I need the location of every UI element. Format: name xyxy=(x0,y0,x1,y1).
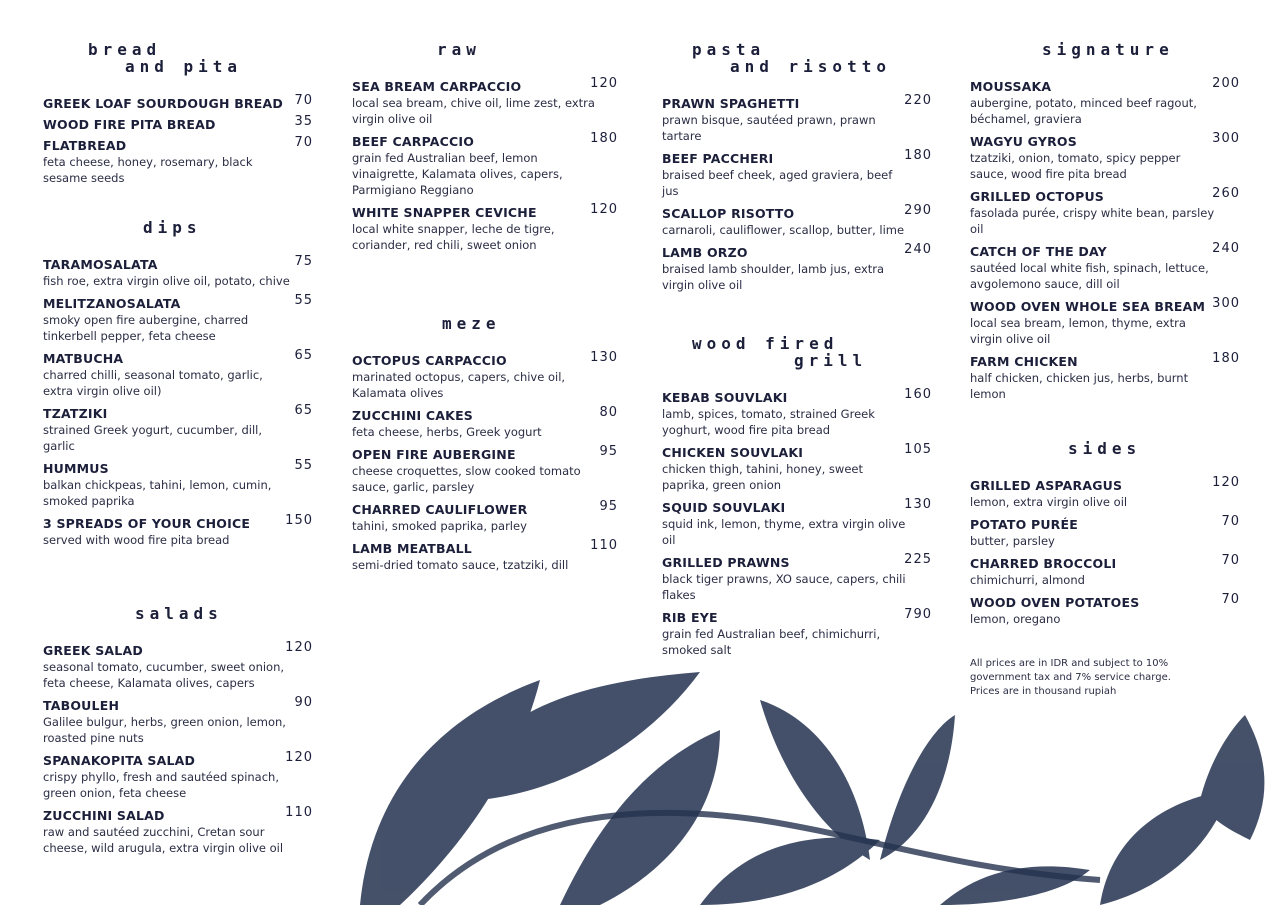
section-heading xyxy=(43,605,313,622)
item-description: carnaroli, cauliflower, scallop, butter, lime xyxy=(662,223,905,237)
menu-item xyxy=(662,444,932,493)
item-name: 3 SPREADS OF YOUR CHOICE xyxy=(43,516,251,531)
item-name: WOOD OVEN POTATOES xyxy=(970,595,1140,610)
item-price: 220 xyxy=(904,93,932,108)
item-name: WOOD FIRE PITA BREAD xyxy=(43,117,216,132)
item-description: local sea bream, chive oil, lime zest, extra virgin olive oil xyxy=(352,96,595,126)
item-description: charred chilli, seasonal tomato, garlic, extra virgin olive oil) xyxy=(43,368,263,398)
menu-item xyxy=(970,298,1240,347)
menu-section xyxy=(662,335,932,664)
menu-item xyxy=(43,256,313,289)
item-description: lamb, spices, tomato, strained Greek yoghurt, wood fire pita bread xyxy=(662,407,875,437)
item-name: BEEF CARPACCIO xyxy=(352,134,475,149)
item-name: SQUID SOUVLAKI xyxy=(662,500,786,515)
menu-item xyxy=(970,555,1240,588)
item-price: 55 xyxy=(294,293,313,308)
menu-item xyxy=(970,243,1240,292)
item-name: WOOD OVEN WHOLE SEA BREAM xyxy=(970,299,1206,314)
menu-item xyxy=(970,516,1240,549)
item-description: fish roe, extra virgin olive oil, potato, chive xyxy=(43,274,290,288)
menu-section xyxy=(43,41,313,192)
menu-item xyxy=(43,515,313,548)
item-name: SPANAKOPITA SALAD xyxy=(43,753,196,768)
item-price: 260 xyxy=(1212,186,1240,201)
item-description: strained Greek yogurt, cucumber, dill, garlic xyxy=(43,423,262,453)
item-description: squid ink, lemon, thyme, extra virgin olive oil xyxy=(662,517,906,547)
item-description: local white snapper, leche de tigre, coriander, red chili, sweet onion xyxy=(352,222,555,252)
menu-item xyxy=(970,78,1240,127)
item-price: 130 xyxy=(590,350,618,365)
item-name: BEEF PACCHERI xyxy=(662,151,774,166)
item-price: 790 xyxy=(904,607,932,622)
item-price: 180 xyxy=(904,148,932,163)
section-heading xyxy=(662,41,932,75)
menu-item xyxy=(352,407,618,440)
menu-item xyxy=(970,133,1240,182)
item-price: 105 xyxy=(904,442,932,457)
item-price: 110 xyxy=(285,805,313,820)
menu-item xyxy=(352,78,618,127)
item-description: crispy phyllo, fresh and sautéed spinach, green onion, feta cheese xyxy=(43,770,279,800)
menu-item xyxy=(43,350,313,399)
item-description: smoky open fire aubergine, charred tinkerbell pepper, feta cheese xyxy=(43,313,249,343)
item-price: 240 xyxy=(904,242,932,257)
section-heading xyxy=(43,41,313,75)
section-heading-line: sides xyxy=(1068,439,1142,458)
item-description: aubergine, potato, minced beef ragout, béchamel, graviera xyxy=(970,96,1197,126)
section-heading xyxy=(352,315,618,332)
item-name: OCTOPUS CARPACCIO xyxy=(352,353,507,368)
item-description: fasolada purée, crispy white bean, parsley oil xyxy=(970,206,1215,236)
item-price: 70 xyxy=(294,93,313,108)
item-description: tzatziki, onion, tomato, spicy pepper sauce, wood fire pita bread xyxy=(970,151,1181,181)
menu-item xyxy=(43,405,313,454)
section-heading-line: dips xyxy=(143,218,202,237)
item-name: GREEK SALAD xyxy=(43,643,143,658)
item-name: LAMB MEATBALL xyxy=(352,541,472,556)
item-description: braised lamb shoulder, lamb jus, extra virgin olive oil xyxy=(662,262,885,292)
item-name: KEBAB SOUVLAKI xyxy=(662,390,788,405)
item-description: butter, parsley xyxy=(970,534,1055,548)
item-description: lemon, extra virgin olive oil xyxy=(970,495,1128,509)
item-price: 70 xyxy=(1221,592,1240,607)
menu-item xyxy=(352,204,618,253)
item-description: sautéed local white fish, spinach, lettuce, avgolemono sauce, dill oil xyxy=(970,261,1209,291)
item-price: 95 xyxy=(599,444,618,459)
menu-item xyxy=(662,150,932,199)
item-description: local sea bream, lemon, thyme, extra virgin olive oil xyxy=(970,316,1186,346)
menu-item xyxy=(970,594,1240,627)
item-price: 80 xyxy=(599,405,618,420)
item-price: 90 xyxy=(294,695,313,710)
menu-section xyxy=(970,440,1240,633)
item-description: cheese croquettes, slow cooked tomato sauce, garlic, parsley xyxy=(352,464,581,494)
item-price: 150 xyxy=(285,513,313,528)
item-description: grain fed Australian beef, lemon vinaigrette, Kalamata olives, capers, Parmigiano Reggiano xyxy=(352,151,563,197)
item-description: Galilee bulgur, herbs, green onion, lemon, roasted pine nuts xyxy=(43,715,286,745)
item-price: 120 xyxy=(590,76,618,91)
item-name: TARAMOSALATA xyxy=(43,257,158,272)
item-description: braised beef cheek, aged graviera, beef jus xyxy=(662,168,893,198)
item-description: served with wood fire pita bread xyxy=(43,533,230,547)
menu-item xyxy=(43,807,313,856)
item-name: POTATO PURÉE xyxy=(970,517,1078,532)
menu-section xyxy=(352,315,618,579)
item-name: MELITZANOSALATA xyxy=(43,296,181,311)
item-description: tahini, smoked paprika, parley xyxy=(352,519,527,533)
item-name: CATCH OF THE DAY xyxy=(970,244,1107,259)
item-name: WAGYU GYROS xyxy=(970,134,1077,149)
item-description: marinated octopus, capers, chive oil, Kalamata olives xyxy=(352,370,566,400)
item-name: MOUSSAKA xyxy=(970,79,1052,94)
item-price: 120 xyxy=(1212,475,1240,490)
section-heading-line: salads xyxy=(135,604,223,623)
menu-item xyxy=(662,609,932,658)
menu-item xyxy=(662,205,932,238)
item-price: 70 xyxy=(1221,553,1240,568)
item-price: 130 xyxy=(904,497,932,512)
menu-item xyxy=(970,353,1240,402)
section-heading xyxy=(43,219,313,236)
menu-item xyxy=(662,499,932,548)
section-heading-line: meze xyxy=(442,314,501,333)
item-price: 300 xyxy=(1212,296,1240,311)
item-price: 160 xyxy=(904,387,932,402)
item-name: ZUCCHINI SALAD xyxy=(43,808,165,823)
item-price: 120 xyxy=(285,640,313,655)
menu-section xyxy=(662,41,932,299)
price-note: All prices are in IDR and subject to 10% government tax and 7% service charge. Prices are in thousand rupiah xyxy=(970,658,1171,697)
item-price: 120 xyxy=(285,750,313,765)
menu-item xyxy=(662,244,932,293)
item-description: lemon, oregano xyxy=(970,612,1061,626)
item-description: raw and sautéed zucchini, Cretan sour cheese, wild arugula, extra virgin olive oil xyxy=(43,825,284,855)
item-price: 180 xyxy=(590,131,618,146)
item-name: CHARRED CAULIFLOWER xyxy=(352,502,528,517)
leaf-icon xyxy=(700,838,880,905)
item-name: ZUCCHINI CAKES xyxy=(352,408,474,423)
menu-item xyxy=(43,460,313,509)
section-heading-line: and pita xyxy=(125,57,243,76)
item-description: chicken thigh, tahini, honey, sweet paprika, green onion xyxy=(662,462,863,492)
item-name: FLATBREAD xyxy=(43,138,127,153)
menu-item xyxy=(352,501,618,534)
item-description: semi-dried tomato sauce, tzatziki, dill xyxy=(352,558,569,572)
item-description: feta cheese, honey, rosemary, black sesame seeds xyxy=(43,155,253,185)
section-heading-line: pasta xyxy=(692,40,766,59)
item-description: grain fed Australian beef, chimichurri, smoked salt xyxy=(662,627,881,657)
menu-item xyxy=(43,697,313,746)
menu-item xyxy=(43,116,313,133)
item-name: GREEK LOAF SOURDOUGH BREAD xyxy=(43,96,283,111)
section-heading-line: wood fired xyxy=(692,334,839,353)
item-name: CHARRED BROCCOLI xyxy=(970,556,1117,571)
menu-item xyxy=(352,352,618,401)
item-price: 200 xyxy=(1212,76,1240,91)
item-price: 240 xyxy=(1212,241,1240,256)
menu-item xyxy=(43,137,313,186)
item-name: GRILLED OCTOPUS xyxy=(970,189,1104,204)
menu-item xyxy=(970,188,1240,237)
menu-item xyxy=(662,554,932,603)
menu-item xyxy=(352,540,618,573)
leaf-icon xyxy=(880,715,955,860)
item-price: 70 xyxy=(294,135,313,150)
item-price: 65 xyxy=(294,403,313,418)
item-price: 290 xyxy=(904,203,932,218)
item-description: seasonal tomato, cucumber, sweet onion, feta cheese, Kalamata olives, capers xyxy=(43,660,285,690)
menu-item xyxy=(970,477,1240,510)
menu-item xyxy=(662,389,932,438)
menu-section xyxy=(352,41,618,259)
section-heading-line: and risotto xyxy=(730,57,891,76)
item-name: LAMB ORZO xyxy=(662,245,748,260)
item-name: TABOULEH xyxy=(43,698,120,713)
item-name: SEA BREAM CARPACCIO xyxy=(352,79,522,94)
menu-section xyxy=(970,41,1240,408)
item-name: RIB EYE xyxy=(662,610,718,625)
item-name: TZATZIKI xyxy=(43,406,108,421)
item-price: 180 xyxy=(1212,351,1240,366)
item-name: MATBUCHA xyxy=(43,351,124,366)
menu-item xyxy=(352,446,618,495)
item-price: 95 xyxy=(599,499,618,514)
item-price: 225 xyxy=(904,552,932,567)
item-name: SCALLOP RISOTTO xyxy=(662,206,795,221)
section-heading-line: bread xyxy=(88,40,162,59)
item-description: chimichurri, almond xyxy=(970,573,1085,587)
item-price: 55 xyxy=(294,458,313,473)
item-price: 300 xyxy=(1212,131,1240,146)
menu-section xyxy=(43,219,313,554)
section-heading xyxy=(662,335,932,369)
item-name: GRILLED ASPARAGUS xyxy=(970,478,1123,493)
item-price: 110 xyxy=(590,538,618,553)
item-price: 120 xyxy=(590,202,618,217)
menu-item xyxy=(43,752,313,801)
item-price: 35 xyxy=(294,114,313,129)
menu-section xyxy=(43,605,313,862)
menu-item xyxy=(352,133,618,198)
item-price: 70 xyxy=(1221,514,1240,529)
item-price: 65 xyxy=(294,348,313,363)
menu-item xyxy=(43,295,313,344)
item-description: feta cheese, herbs, Greek yogurt xyxy=(352,425,542,439)
menu-item xyxy=(662,95,932,144)
item-name: HUMMUS xyxy=(43,461,109,476)
section-heading-line: signature xyxy=(1042,40,1174,59)
item-description: prawn bisque, sautéed prawn, prawn tartare xyxy=(662,113,876,143)
item-name: CHICKEN SOUVLAKI xyxy=(662,445,804,460)
item-name: WHITE SNAPPER CEVICHE xyxy=(352,205,537,220)
menu-item xyxy=(43,642,313,691)
item-description: half chicken, chicken jus, herbs, burnt lemon xyxy=(970,371,1189,401)
menu-item xyxy=(43,95,313,112)
item-name: PRAWN SPAGHETTI xyxy=(662,96,800,111)
section-heading xyxy=(352,41,618,58)
item-price: 75 xyxy=(294,254,313,269)
item-description: black tiger prawns, XO sauce, capers, chili flakes xyxy=(662,572,906,602)
item-description: balkan chickpeas, tahini, lemon, cumin, smoked paprika xyxy=(43,478,272,508)
item-name: OPEN FIRE AUBERGINE xyxy=(352,447,516,462)
item-name: GRILLED PRAWNS xyxy=(662,555,790,570)
section-heading-line: grill xyxy=(794,351,868,370)
section-heading xyxy=(970,440,1240,457)
section-heading xyxy=(970,41,1240,58)
item-name: FARM CHICKEN xyxy=(970,354,1078,369)
section-heading-line: raw xyxy=(437,40,481,59)
